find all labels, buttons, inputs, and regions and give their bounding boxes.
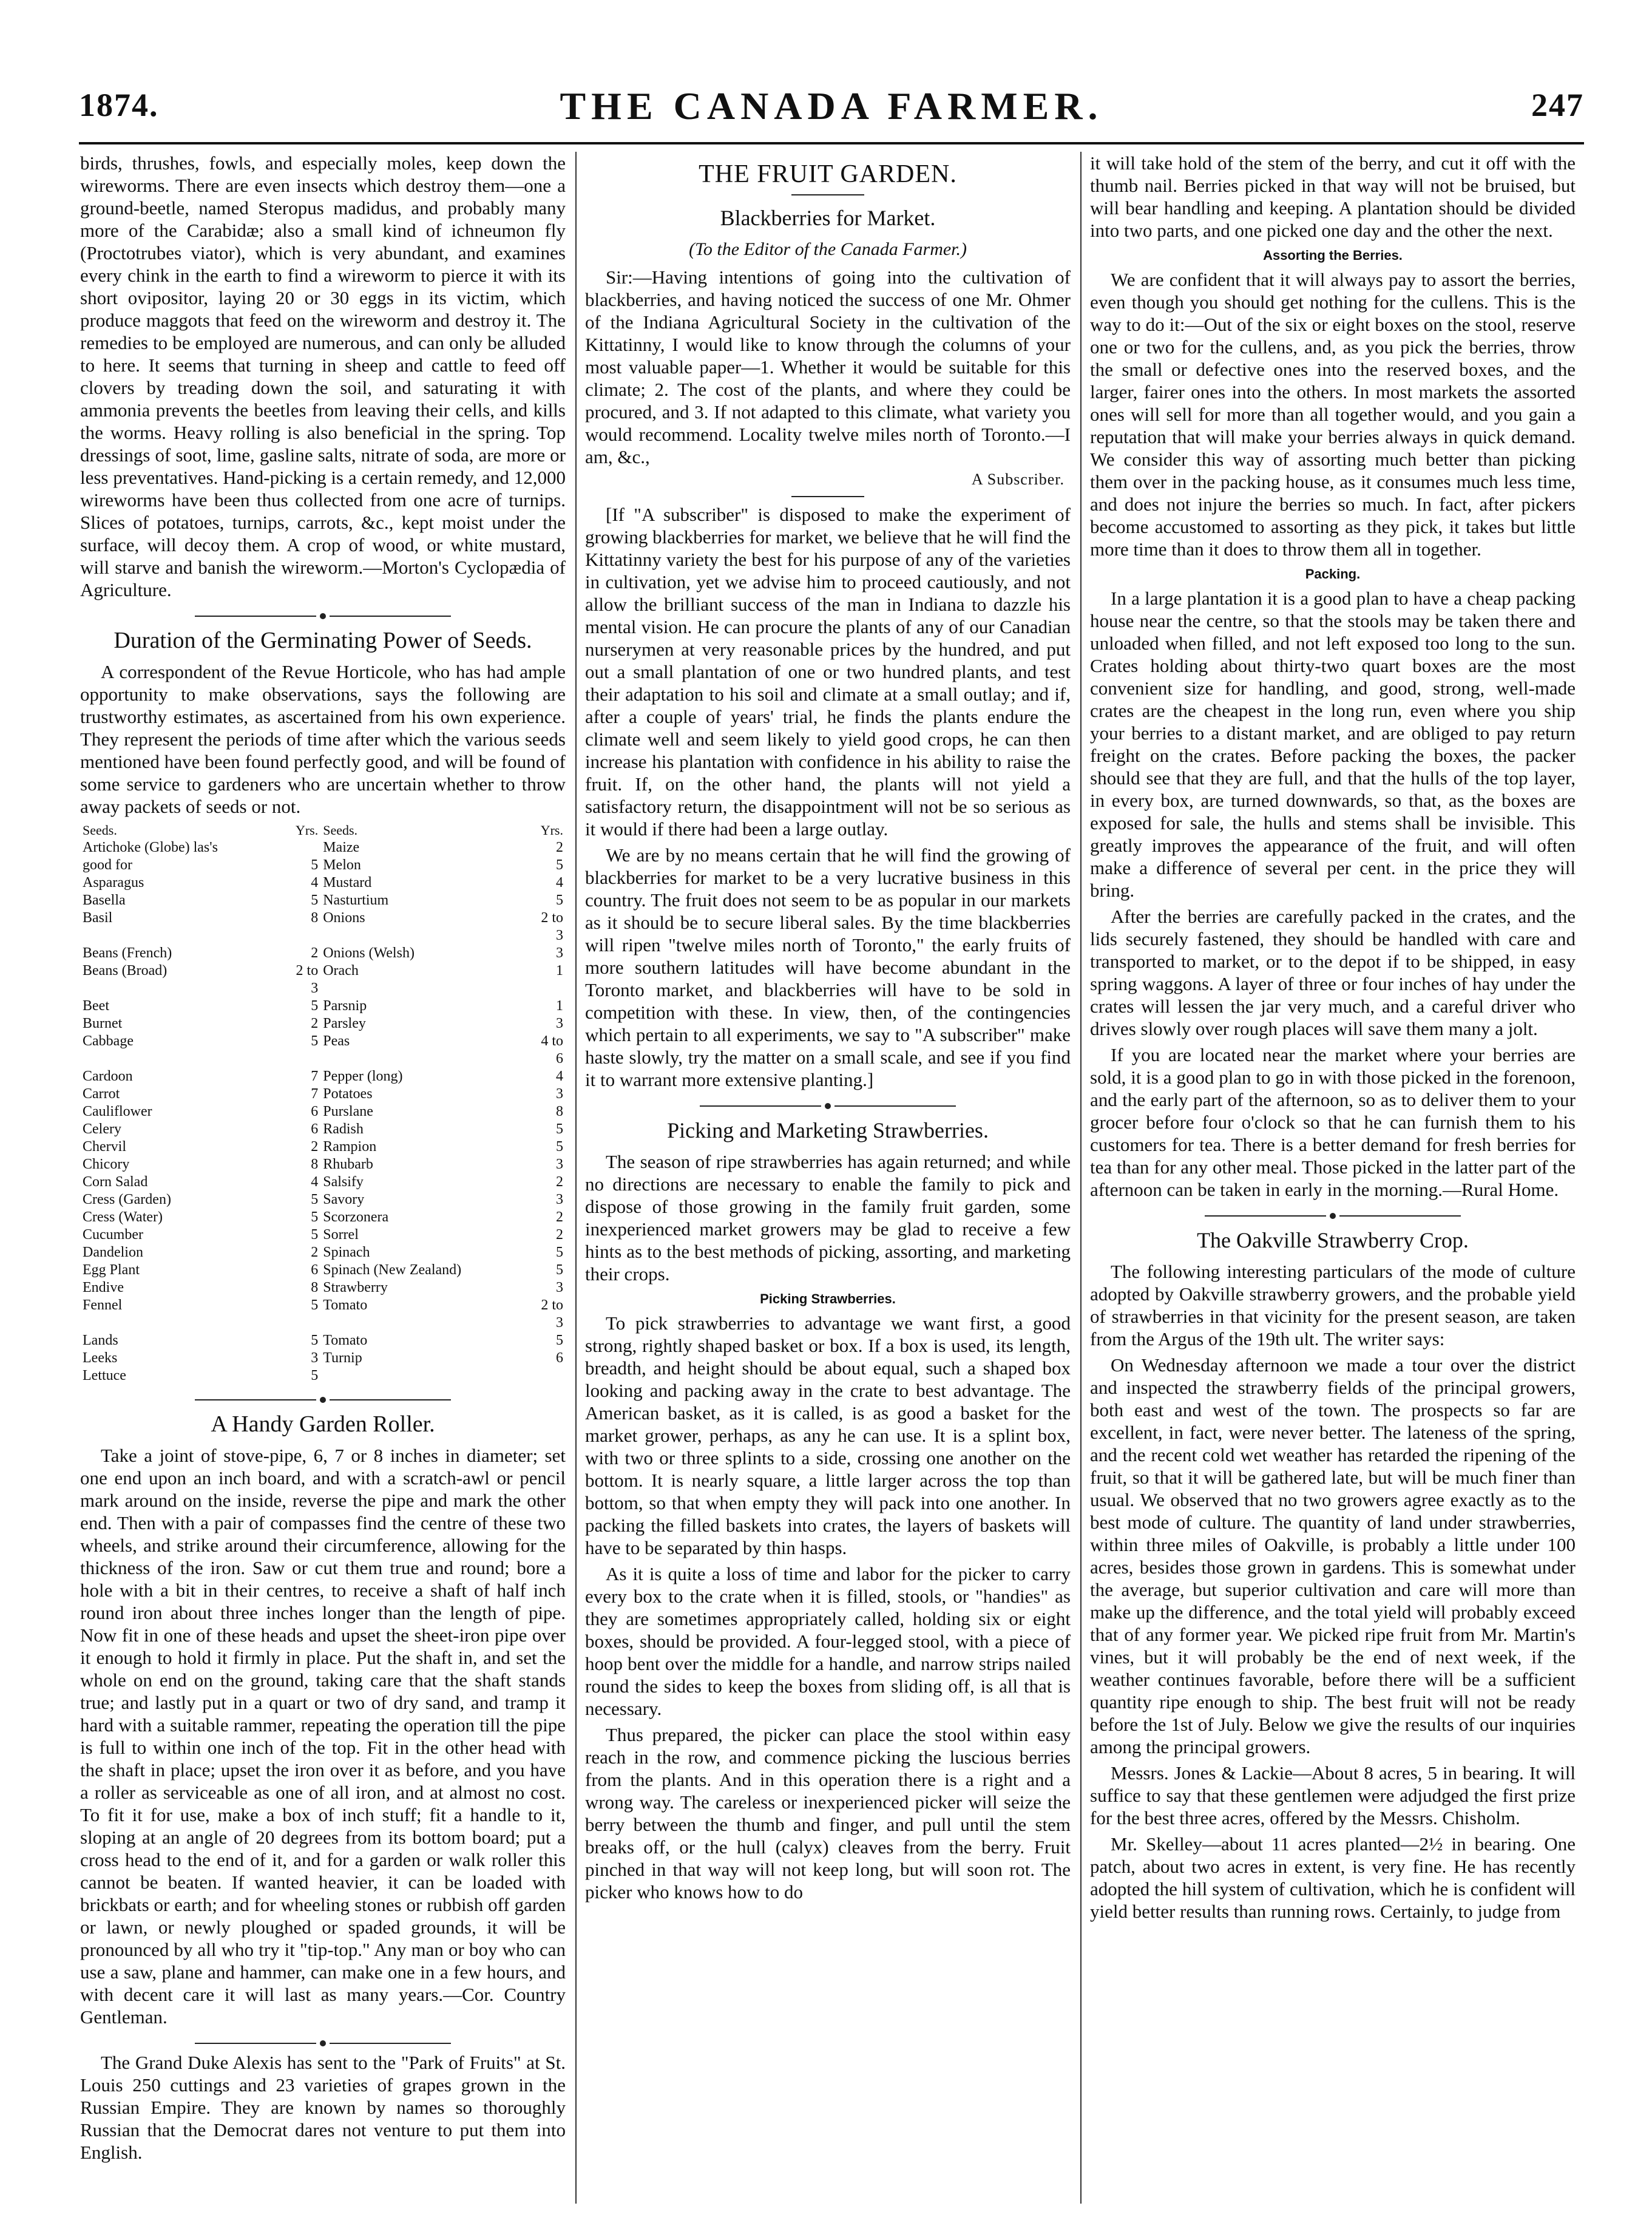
seed-name-2: Parsley xyxy=(323,1016,366,1031)
seed-name-2: Tomato xyxy=(323,1297,368,1313)
signature-rule xyxy=(791,496,864,497)
seed-name: Cress (Water) xyxy=(83,1209,163,1225)
table-row xyxy=(80,1173,566,1191)
seed-name-2: Spinach xyxy=(323,1244,370,1260)
strawberries-intro: The season of ripe strawberries has again returned; and while no directions are necessary to enable the family to pick and dispose of those growing in the family fruit garden, some inexperienced market growers may be glad to receive a few hints as to the best methods of picking, assorting, and marketing their crops. xyxy=(585,1151,1071,1285)
seed-name: Beans (French) xyxy=(83,945,172,961)
seed-name-2: Tomato xyxy=(323,1332,368,1348)
picking-subheading: Picking Strawberries. xyxy=(760,1291,896,1306)
seed-name-2: Radish xyxy=(323,1121,364,1137)
seed-years-2: 3 xyxy=(556,945,563,961)
packing-body-2: After the berries are carefully packed in the crates, and the lids securely fastened, they should be handled with care and transported to market, or to the depot if to be shipped, in easy spring waggons. A layer of three or four inches of hay under the crates will lessen the jar very much, and a careful driver who drives slowly over rough places will save them many a jolt. xyxy=(1090,906,1576,1039)
table-header-seeds-2: Seeds. xyxy=(323,823,358,838)
table-row xyxy=(80,1244,566,1261)
seed-years-2: 5 xyxy=(556,892,563,908)
oakville-body-2: On Wednesday afternoon we made a tour over the district and inspected the strawberry fields of the principal growers, both east and west of the town. The prospects so far are excellent, in fact, were never better. The lateness of the spring, and the recent cold wet weather has retarded the ripening of the fruit, so that it will be gathered late, but will be much finer than usual. We observed that no two growers agree exactly as to the best mode of culture. The quantity of land under strawberries, within three miles of Oakville, is probably a little under 100 acres, besides those grown in gardens. This is somewhat under the average, but superior cultivation and care will more than make up the difference, and the total yield will probably exceed that of any former year. We picked ripe fruit from Mr. Martin's vines, but it will probably be the end of next week, if the weather continues favorable, before there will be a sufficient quantity ripe enough to ship. The best fruit will not be ready before the 1st of July. Below we give the results of our inquiries among the principal growers. xyxy=(1090,1354,1576,1757)
seed-name: Basella xyxy=(83,892,126,908)
seed-years: 2 to 3 xyxy=(296,963,319,996)
table-row xyxy=(80,892,566,909)
seed-years: 5 xyxy=(311,1227,319,1243)
seed-years: 8 xyxy=(311,1280,319,1295)
seed-name: Leeks xyxy=(83,1350,118,1366)
seed-years: 2 xyxy=(311,1244,319,1260)
section-ornament xyxy=(585,1101,1071,1108)
seed-name: Basil xyxy=(83,910,113,926)
seed-name: Beans (Broad) xyxy=(83,963,168,979)
editor-reply-2: We are by no means certain that he will find the growing of blackberries for market to be a very lucrative business in this country. The fruit does not seem to be as popular in our markets as it should be to secure liberal sales. By the time blackberries will ripen "twelve miles north of Toronto," the early fruits of more southern latitudes will have become abundant in the Toronto market, and blackberries will have to be sold in competition with these. In view, then, of the contingencies which pertain to all experiments, we say to "A subscriber" make haste slowly, try the matter on a small scale, and see if you find it to warrant more extensive planting.] xyxy=(585,844,1071,1090)
table-row xyxy=(80,1226,566,1244)
table-row xyxy=(80,1156,566,1173)
seed-years-2: 5 xyxy=(556,1244,563,1260)
oakville-heading: The Oakville Strawberry Crop. xyxy=(1197,1228,1469,1252)
seed-years-2: 8 xyxy=(556,1104,563,1119)
section-ornament xyxy=(80,611,566,618)
wireworm-article-continuation: birds, thrushes, fowls, and especially moles, keep down the wireworms. There are even insects which destroy them—one a ground-beetle, named Steropus madidus, and probably many more of the Carabidæ; also a small kind of ichneumon fly (Proctotrubes viator), which is very abundant, and examines every chink in the earth to find a wireworm to pierce it with its short ovipositor, laying 20 or 30 eggs in its victim, which produce maggots that feed on the wireworm and destroy it. The remedies to be employed are numerous, and can only be alluded to here. It seems that turning in sheep and cattle to feed off clovers by treading down the soil, and saturating it with ammonia prevents the beetles from leaving their cells, and kills the worms. Heavy rolling is also beneficial in the spring. Top dressings of soot, lime, gasline salts, nitrate of soda, are more or less preventatives. Hand-picking is a certain remedy, and 12,000 wireworms have been thus collected from one acre of turnips. Slices of potatoes, turnips, carrots, &c., kept moist under the surface, will decoy them. A crop of wood, or white mustard, will starve and banish the wireworm.—Morton's Cyclopædia of Agriculture. xyxy=(80,152,566,600)
seed-years: 5 xyxy=(311,857,319,873)
seed-name: Cabbage xyxy=(83,1033,134,1049)
column-3 xyxy=(1090,152,1576,2204)
picking-body-1: To pick strawberries to advantage we want first, a good strong, rightly shaped basket or box. If a box is used, its length, breadth, and height should be about equal, such a shaped box looking and packing away in the crate to best advantage. The American basket, as it is called, is as good a basket for the market grower, perhaps, as any he can use. It is a splint box, with two or three splints to a side, crossing one another on the bottom. It is nearly square, a little larger across the top than bottom, so that when empty they will pack into one another. In packing the filled baskets into crates, the layers of baskets will have to be separated by thin hasps. xyxy=(585,1312,1071,1558)
seed-years: 6 xyxy=(311,1121,319,1137)
seed-years: 5 xyxy=(311,1033,319,1049)
oakville-body-3: Messrs. Jones & Lackie—About 8 acres, 5 in bearing. It will suffice to say that these gentlemen were adjudged the first prize for the best three acres, offered by the Messrs. Chisholm. xyxy=(1090,1762,1576,1828)
seed-name: Endive xyxy=(83,1280,124,1295)
packing-body-1: In a large plantation it is a good plan to have a cheap packing house near the centre, so that the stools may be taken there and unloaded when filled, and not left exposed too long to the sun. Crates holding about thirty-two quart boxes are the most convenient size for handling, and good, strong, well-made crates are the cheapest in the long run, even where you ship your berries to a distant market, and are obliged to pay return freight on the crates. Before packing the boxes, the packer should see that they are full, and that the hulls of the top layer, in every box, are turned downwards, so that, as the boxes are exposed for sale, the hulls and stems shall be invisible. This greatly improves the appearance of the fruit, and will often make a difference of several per cent. in the price they will bring. xyxy=(1090,588,1576,901)
seed-name: good for xyxy=(83,857,132,873)
seed-name: Dandelion xyxy=(83,1244,143,1260)
seed-name: Cardoon xyxy=(83,1068,133,1084)
table-row xyxy=(80,1068,566,1085)
packing-subheading: Packing. xyxy=(1305,566,1361,582)
seeds-article-body: A correspondent of the Revue Horticole, who has had ample opportunity to make observations, says the following are trustworthy estimates, as ascertained from his own experience. They represent the periods of time after which the various seeds mentioned have been found perfectly good, and will be found of some service to gardeners who are uncertain whether to throw away packets of seeds or not. xyxy=(80,661,566,817)
seed-years xyxy=(293,839,320,857)
table-row xyxy=(80,1332,566,1349)
section-ornament xyxy=(80,1394,566,1402)
editor-address: (To the Editor of the Canada Farmer.) xyxy=(688,239,967,259)
strawberries-heading: Picking and Marketing Strawberries. xyxy=(667,1118,989,1142)
page-number: 247 xyxy=(1531,87,1584,123)
seed-name: Corn Salad xyxy=(83,1174,148,1190)
table-row xyxy=(80,1085,566,1103)
table-row xyxy=(80,1121,566,1138)
seed-name-2: Savory xyxy=(323,1192,365,1207)
seed-name-2: Pepper (long) xyxy=(323,1068,403,1084)
seed-name-2: Scorzonera xyxy=(323,1209,389,1225)
seed-name: Lands xyxy=(83,1332,118,1348)
seed-years: 5 xyxy=(311,1332,319,1348)
column-2 xyxy=(585,152,1071,2204)
seed-name: Carrot xyxy=(83,1086,120,1102)
fruit-garden-heading: THE FRUIT GARDEN. xyxy=(699,160,957,188)
seed-name-2: Spinach (New Zealand) xyxy=(323,1262,462,1278)
oakville-body-1: The following interesting particulars of the mode of culture adopted by Oakville strawberry growers, and the probable yield of strawberries in that vicinity for the present season, are taken from the Argus of the 19th ult. The writer says: xyxy=(1090,1261,1576,1349)
table-row xyxy=(80,909,566,945)
seed-name-2: Rampion xyxy=(323,1139,377,1155)
table-row xyxy=(80,1279,566,1297)
seed-name-2: Melon xyxy=(323,857,361,873)
subscriber-letter: Sir:—Having intentions of going into the cultivation of blackberries, and having noticed the success of one Mr. Ohmer of the Indiana Agricultural Society in the cultivation of the Kittatinny, I would like to know through the columns of your most valuable paper—1. Whether it would be suitable for this climate; 2. The cost of the plants, and where they could be procured, and 3. If not adapted to this climate, what variety you would recommend. Locality twelve miles north of Toronto.—I am, &c., xyxy=(585,266,1071,467)
seed-name: Asparagus xyxy=(83,875,144,891)
seed-name: Cress (Garden) xyxy=(83,1192,171,1207)
seed-years: 5 xyxy=(311,1209,319,1225)
seed-name: Celery xyxy=(83,1121,121,1137)
seed-name: Chervil xyxy=(83,1139,126,1155)
seed-name-2: Orach xyxy=(323,963,359,979)
seed-years-2: 5 xyxy=(556,1139,563,1155)
seed-years-2: 1 xyxy=(556,963,563,979)
table-row xyxy=(80,1015,566,1033)
column-divider-1 xyxy=(575,152,577,2204)
seed-name-2: Salsify xyxy=(323,1174,364,1190)
seed-years-2: 3 xyxy=(556,1156,563,1172)
column-divider-2 xyxy=(1080,152,1082,2204)
seed-name: Fennel xyxy=(83,1297,123,1313)
seed-years-2: 5 xyxy=(556,1262,563,1278)
seed-years: 5 xyxy=(311,998,319,1014)
seed-years: 4 xyxy=(311,1174,319,1190)
assorting-body: We are confident that it will always pay to assort the berries, even though you should get nothing for the cullens. This is the way to do it:—Out of the six or eight boxes on the stool, reserve one or two for the cullens, and, as you pick the berries, throw the small or defective ones into the reserved boxes, and the larger, fairer ones into the others. In most markets the assorted ones will sell for more than all together would, and you gain a reputation that will make your berries always in quick demand. We consider this way of assorting much better than picking them over in the packing house, as it consumes much less time, and does not injure the berries so much. In fact, after pickers become accustomed to assorting as they pick, it takes but little more time than it does to throw them all in together. xyxy=(1090,269,1576,560)
seed-years-2: 2 to 3 xyxy=(541,1297,563,1331)
table-row xyxy=(80,839,566,857)
seed-years-2: 5 xyxy=(556,857,563,873)
table-row xyxy=(80,1033,566,1068)
table-row xyxy=(80,1261,566,1279)
seed-years: 8 xyxy=(311,910,319,926)
seed-name-2: Onions xyxy=(323,910,365,926)
heading-rule xyxy=(791,194,864,195)
seed-years-2: 2 xyxy=(556,1227,563,1243)
seed-years: 5 xyxy=(311,892,319,908)
seed-name-2: Strawberry xyxy=(323,1280,388,1295)
seed-years-2: 3 xyxy=(556,1192,563,1207)
section-ornament xyxy=(1090,1210,1576,1218)
table-header-years-2: Yrs. xyxy=(540,823,563,838)
table-row xyxy=(80,874,566,892)
table-row xyxy=(80,1138,566,1156)
seed-name-2: Nasturtium xyxy=(323,892,389,908)
table-row xyxy=(80,1349,566,1367)
seed-years-2 xyxy=(538,1367,566,1385)
seed-years-2: 6 xyxy=(556,1350,563,1366)
letter-signature: A Subscriber. xyxy=(971,470,1065,488)
table-header-years: Yrs. xyxy=(295,823,319,838)
section-ornament xyxy=(80,2038,566,2045)
seed-years-2: 3 xyxy=(556,1280,563,1295)
seed-name: Cucumber xyxy=(83,1227,143,1243)
seed-name-2: Sorrel xyxy=(323,1227,359,1243)
newspaper-title: THE CANADA FARMER. xyxy=(560,84,1103,127)
table-row xyxy=(80,1367,566,1385)
table-header-row xyxy=(80,821,566,839)
seed-years: 3 xyxy=(311,1350,319,1366)
editor-reply-1: [If "A subscriber" is disposed to make the experiment of growing blackberries for market, we believe that he will find the Kittatinny variety the best for his purpose of any of the varieties in cultivation, yet we advise him to proceed cautiously, and not allow the brilliant success of the man in Indiana to dazzle his mental vision. He can procure the plants of any of our Canadian nurserymen at very reasonable prices by the hundred, and put out a small plantation of one or two hundred plants, and test their adaptation to his soil and climate at a small outlay; and if, after a couple of years' trial, he finds the plants endure the climate well and seem likely to yield good crops, he can then increase his plantation with confidence in his ability to raise the fruit. If, on the other hand, the plants will not yield a satisfactory return, the disappointment will not be so serious as it would if there had been a large outlay. xyxy=(585,504,1071,840)
seed-name: Beet xyxy=(83,998,109,1014)
table-row xyxy=(80,1191,566,1209)
seed-name: Burnet xyxy=(83,1016,123,1031)
seed-years: 2 xyxy=(311,945,319,961)
seed-name-2: Rhubarb xyxy=(323,1156,373,1172)
seed-years-2: 2 xyxy=(556,840,563,855)
seed-name-2: Turnip xyxy=(323,1350,362,1366)
seed-years: 6 xyxy=(311,1262,319,1278)
seed-name-2: Maize xyxy=(323,840,360,855)
seed-name-2: Peas xyxy=(323,1033,350,1049)
packing-body-3: If you are located near the market where your berries are sold, it is a good plan to go in with those picked in the forenoon, and the early part of the afternoon, so as to deliver them to your grocer before four o'clock so that he can furnish them to his customers for tea. There is a better demand for fresh berries for tea than for any other meal. Those picked in the latter part of the afternoon can be taken in early in the morning.—Rural Home. xyxy=(1090,1044,1576,1200)
seed-name-2: Mustard xyxy=(323,875,372,891)
seed-name-2 xyxy=(320,1367,538,1385)
seed-name-2: Purslane xyxy=(323,1104,373,1119)
seed-years-2: 2 to 3 xyxy=(541,910,563,943)
seed-years-2: 3 xyxy=(556,1016,563,1031)
seeds-article-heading: Duration of the Germinating Power of Seeds. xyxy=(113,628,532,653)
seed-years-2: 2 xyxy=(556,1209,563,1225)
roller-article-body: Take a joint of stove-pipe, 6, 7 or 8 inches in diameter; set one end upon an inch board, and with a scratch-awl or pencil mark around on the inside, reverse the pipe and mark the other end. Then with a pair of compasses find the centre of these two wheels, and strike around their circumference, allowing for the thickness of the iron. Saw or cut them true and round; bore a hole with a bit in their centres, to receive a shaft of half inch round iron about three inches longer than the length of pipe. Now fit in one of these heads and upset the sheet-iron pipe over it enough to hold it firmly in place. Put the shaft in, and set the whole on end on the ground, taking care that the shaft stands true; and lastly put in a quart or two of dry sand, and tramp it hard with a suitable rammer, repeating the operation till the pipe is full to within one inch of the top. Fit in the other head with the shaft in place; upset the iron over it as before, and you have a roller as serviceable as one of all iron, and at almost no cost. To fit it for use, make a box of inch stuff; fit a handle to it, sloping at an angle of 20 degrees from its bottom board; put a cross head to the end of it, and for a garden or walk roller this cannot be beaten. If wanted heavier, it can be loaded with brickbats or earth; and for wheeling stones or rubbish off garden or lawn, or newly ploughed or spaded grounds, it will be pronounced by all who try it "tip-top." Any man or boy who can use a saw, plane and hammer, can make one in a few hours, and with decent care it will last as many years.—Cor. Country Gentleman. xyxy=(80,1445,566,2028)
seed-name: Chicory xyxy=(83,1156,130,1172)
seed-years-2: 2 xyxy=(556,1174,563,1190)
seed-name: Cauliflower xyxy=(83,1104,152,1119)
seed-years-2: 4 xyxy=(556,1068,563,1084)
seed-years-2: 3 xyxy=(556,1086,563,1102)
column-1 xyxy=(80,152,566,2204)
seed-name: Lettuce xyxy=(83,1368,126,1383)
seed-name-2: Potatoes xyxy=(323,1086,373,1102)
seed-years-2: 4 xyxy=(556,875,563,891)
seed-years: 6 xyxy=(311,1104,319,1119)
table-row xyxy=(80,1297,566,1332)
seed-years: 2 xyxy=(311,1016,319,1031)
seed-years-2: 4 to 6 xyxy=(541,1033,563,1067)
table-row xyxy=(80,857,566,874)
seed-name-2: Onions (Welsh) xyxy=(323,945,415,961)
seed-years: 2 xyxy=(311,1139,319,1155)
table-row xyxy=(80,1209,566,1226)
masthead-rule xyxy=(79,142,1584,144)
seed-years: 8 xyxy=(311,1156,319,1172)
seed-years-2: 5 xyxy=(556,1332,563,1348)
seed-name-2: Parsnip xyxy=(323,998,367,1014)
grand-duke-note: The Grand Duke Alexis has sent to the "Park of Fruits" at St. Louis 250 cuttings and 23 varieties of grapes grown in the Russian Empire. They are known by names so thoroughly Russian that the Democrat dares not venture to put them into English. xyxy=(80,2052,566,2163)
table-row xyxy=(80,997,566,1015)
seed-years: 5 xyxy=(311,1192,319,1207)
seed-years-2: 5 xyxy=(556,1121,563,1137)
table-header-seeds: Seeds. xyxy=(83,823,117,838)
seed-years: 4 xyxy=(311,875,319,891)
roller-article-heading: A Handy Garden Roller. xyxy=(211,1411,435,1437)
oakville-body-4: Mr. Skelley—about 11 acres planted—2½ in bearing. One patch, about two acres in extent, is very fine. He has recently adopted the hill system of cultivation, which he is confident will yield better results than running rows. Certainly, to judge from xyxy=(1090,1833,1576,1922)
blackberries-heading: Blackberries for Market. xyxy=(720,206,936,230)
seed-years: 5 xyxy=(311,1368,319,1383)
seed-name: Egg Plant xyxy=(83,1262,140,1278)
table-row xyxy=(80,1103,566,1121)
issue-year: 1874. xyxy=(79,87,159,123)
seed-years: 5 xyxy=(311,1297,319,1313)
seed-years: 7 xyxy=(311,1068,319,1084)
seed-years: 7 xyxy=(311,1086,319,1102)
seed-germination-table xyxy=(80,821,566,1385)
seed-table-body xyxy=(80,839,566,1385)
picking-body-2: As it is quite a loss of time and labor for the picker to carry every box to the crate when it is filled, stools, or "handies" as they are sometimes appropriately called, holding six or eight boxes, should be provided. A four-legged stool, with a piece of hoop bent over the middle for a handle, and narrow strips nailed round the sides to keep the boxes from sliding off, is all that is necessary. xyxy=(585,1563,1071,1719)
assorting-subheading: Assorting the Berries. xyxy=(1263,248,1403,263)
seed-years-2: 1 xyxy=(556,998,563,1014)
table-row xyxy=(80,945,566,962)
masthead xyxy=(79,86,1584,136)
picking-continuation: it will take hold of the stem of the berry, and cut it off with the thumb nail. Berries picked in that way will not be bruised, but will bear handling and keeping. A plantation should be divided into two parts, and one picked one day and the other the next. xyxy=(1090,152,1576,241)
seed-name: Artichoke (Globe) las's xyxy=(83,840,218,855)
picking-body-3: Thus prepared, the picker can place the stool within easy reach in the row, and commence picking the luscious berries from the plants. And in this operation there is a right and a wrong way. The careless or inexperienced picker will seize the berry between the thumb and finger, and pull until the stem breaks off, or the hull (calyx) cleaves from the berry. Fruit pinched in that way will not keep long, but will soon rot. The picker who knows how to do xyxy=(585,1724,1071,1903)
table-row xyxy=(80,962,566,997)
